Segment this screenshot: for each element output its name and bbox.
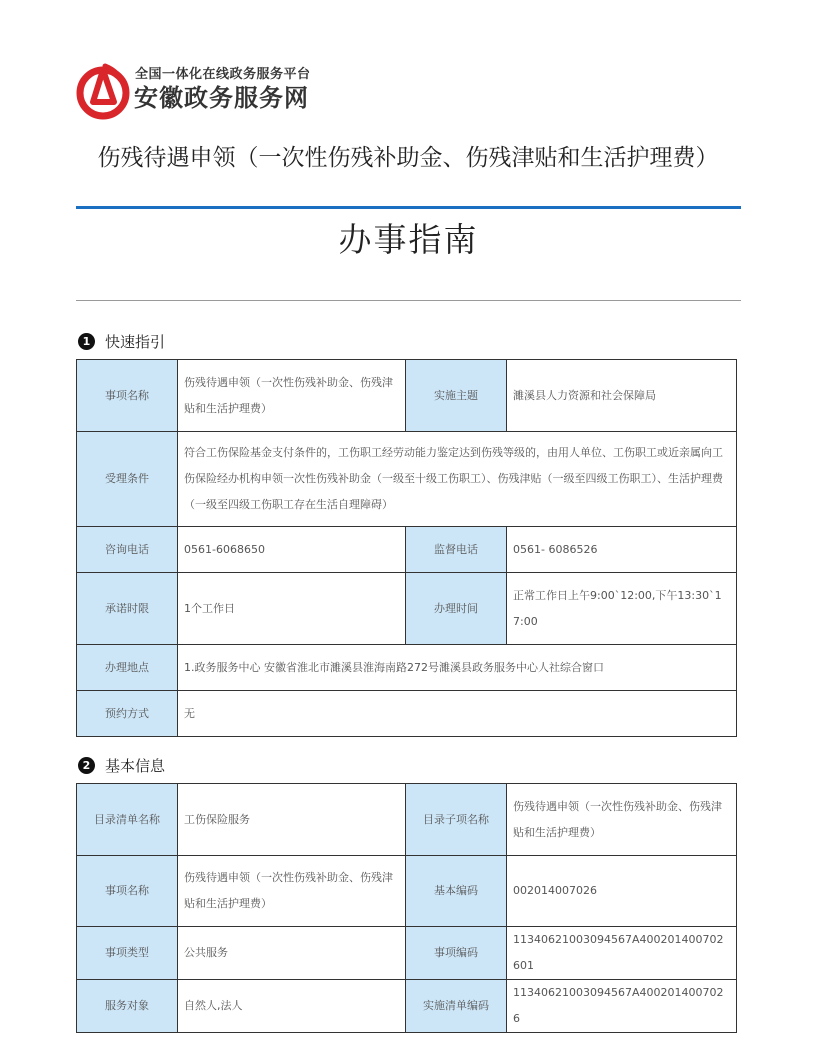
appointment-value: 无 bbox=[178, 691, 737, 737]
item-code-value: 11340621003094567A400201400702601 bbox=[507, 927, 737, 980]
basic-info-table bbox=[76, 783, 737, 1033]
target-label: 服务对象 bbox=[77, 980, 178, 1033]
table-row bbox=[77, 360, 737, 432]
supervise-phone-value: 0561- 6086526 bbox=[507, 527, 737, 573]
hours-value: 正常工作日上午9:00`12:00,下午13:30`17:00 bbox=[507, 573, 737, 645]
table-row bbox=[77, 527, 737, 573]
address-value: 1.政务服务中心 安徽省淮北市濉溪县淮海南路272号濉溪县政务服务中心人社综合窗口 bbox=[178, 645, 737, 691]
time-limit-label: 承诺时限 bbox=[77, 573, 178, 645]
supervise-phone-label: 监督电话 bbox=[406, 527, 507, 573]
section-quick-guide bbox=[78, 331, 165, 352]
item-name-value: 伤残待遇申领（一次性伤残补助金、伤残津贴和生活护理费） bbox=[178, 360, 406, 432]
table-row bbox=[77, 927, 737, 980]
section-title: 快速指引 bbox=[105, 333, 166, 351]
guide-heading: 办事指南 bbox=[338, 220, 479, 259]
item-name-label: 事项名称 bbox=[77, 360, 178, 432]
item-name-value: 伤残待遇申领（一次性伤残补助金、伤残津贴和生活护理费） bbox=[178, 856, 406, 927]
condition-value: 符合工伤保险基金支付条件的，工伤职工经劳动能力鉴定达到伤残等级的，由用人单位、工伤职工或近亲属向工伤保险经办机构申领一次性伤残补助金（一级至十级工伤职工）、伤残津贴（一级至四级工伤职工）、生活护理费（一级至四级工伤职工存在生活自理障碍） bbox=[178, 432, 737, 527]
item-type-value: 公共服务 bbox=[178, 927, 406, 980]
table-row bbox=[77, 645, 737, 691]
subject-value: 濉溪县人力资源和社会保障局 bbox=[507, 360, 737, 432]
appointment-label: 预约方式 bbox=[77, 691, 178, 737]
subject-label: 实施主题 bbox=[406, 360, 507, 432]
site-logo bbox=[74, 62, 344, 120]
heading-divider bbox=[76, 300, 741, 301]
hours-label: 办理时间 bbox=[406, 573, 507, 645]
list-code-label: 实施清单编码 bbox=[406, 980, 507, 1033]
table-row bbox=[77, 856, 737, 927]
catalog-value: 工伤保险服务 bbox=[178, 784, 406, 856]
catalog-sub-label: 目录子项名称 bbox=[406, 784, 507, 856]
section-basic-info bbox=[78, 755, 165, 776]
anhui-logo-icon bbox=[74, 62, 132, 120]
item-type-label: 事项类型 bbox=[77, 927, 178, 980]
item-name-label: 事项名称 bbox=[77, 856, 178, 927]
phone-label: 咨询电话 bbox=[77, 527, 178, 573]
catalog-label: 目录清单名称 bbox=[77, 784, 178, 856]
section-number-badge: 1 bbox=[78, 333, 95, 350]
address-label: 办理地点 bbox=[77, 645, 178, 691]
basic-code-label: 基本编码 bbox=[406, 856, 507, 927]
table-row bbox=[77, 573, 737, 645]
section-number-badge: 2 bbox=[78, 757, 95, 774]
table-row bbox=[77, 432, 737, 527]
catalog-sub-value: 伤残待遇申领（一次性伤残补助金、伤残津贴和生活护理费） bbox=[507, 784, 737, 856]
document-title: 伤残待遇申领（一次性伤残补助金、伤残津贴和生活护理费） bbox=[97, 145, 719, 171]
target-value: 自然人,法人 bbox=[178, 980, 406, 1033]
table-row bbox=[77, 691, 737, 737]
item-code-label: 事项编码 bbox=[406, 927, 507, 980]
logo-title: 安徽政务服务网 bbox=[134, 84, 309, 112]
logo-subtitle: 全国一体化在线政务服务平台 bbox=[135, 67, 311, 82]
time-limit-value: 1个工作日 bbox=[178, 573, 406, 645]
section-title: 基本信息 bbox=[105, 757, 166, 775]
basic-code-value: 002014007026 bbox=[507, 856, 737, 927]
condition-label: 受理条件 bbox=[77, 432, 178, 527]
quick-guide-table bbox=[76, 359, 737, 737]
basic-info-table-wrap bbox=[76, 783, 738, 1025]
table-row bbox=[77, 784, 737, 856]
title-divider bbox=[76, 206, 741, 209]
list-code-value: 11340621003094567A4002014007026 bbox=[507, 980, 737, 1033]
phone-value: 0561-6068650 bbox=[178, 527, 406, 573]
table-row bbox=[77, 980, 737, 1033]
